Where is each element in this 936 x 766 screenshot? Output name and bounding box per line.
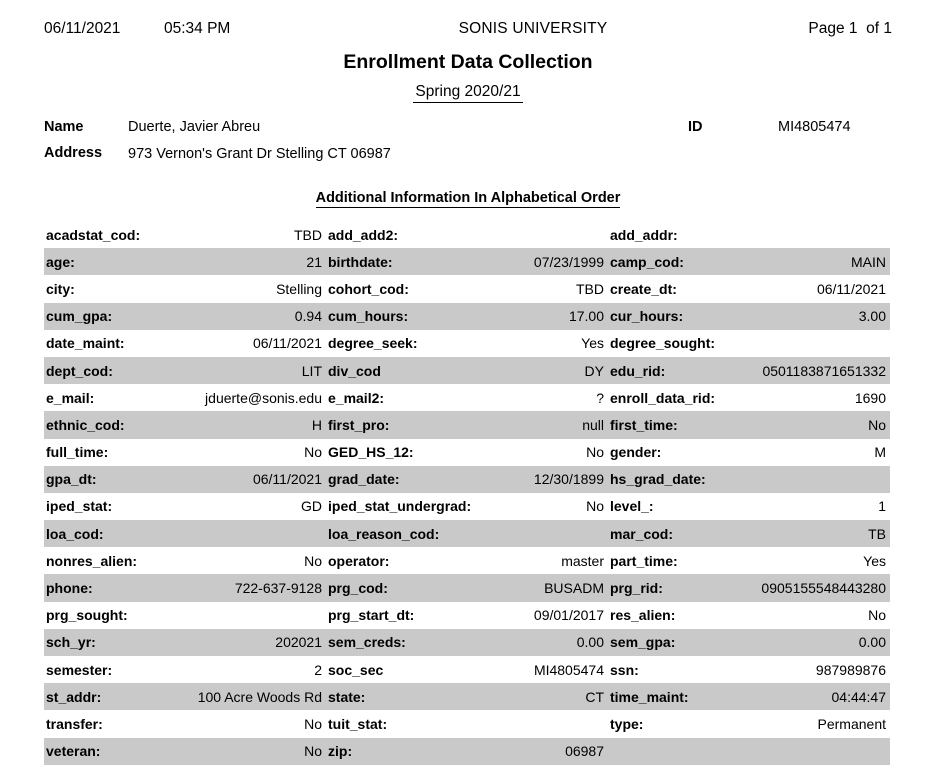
field-value: 722-637-9128 — [234, 580, 322, 597]
field-value — [758, 738, 890, 765]
field-label: div_cod — [328, 362, 381, 379]
field-label: sem_gpa: — [610, 634, 676, 651]
table-row — [44, 629, 890, 656]
field-value: Stelling — [276, 280, 322, 297]
field-value: No — [868, 416, 886, 433]
field-label: degree_seek: — [328, 335, 418, 352]
report-date: 06/11/2021 — [44, 20, 121, 37]
field-value: GD — [301, 498, 322, 515]
field-value: 07/23/1999 — [533, 253, 604, 270]
field-label: loa_cod: — [46, 525, 104, 542]
field-value: 04:44:47 — [831, 688, 886, 705]
field-value: H — [311, 416, 322, 433]
table-body — [44, 221, 890, 765]
field-value: 06/11/2021 — [252, 335, 322, 352]
field-label: ethnic_cod: — [46, 416, 125, 433]
field-label: veteran: — [46, 743, 101, 760]
field-label: nonres_alien: — [46, 552, 138, 569]
table-row — [44, 547, 890, 574]
field-label: type: — [610, 715, 644, 732]
table-row — [44, 574, 890, 601]
field-label: sch_yr: — [46, 634, 96, 651]
field-label: st_addr: — [46, 688, 102, 705]
section-title: Additional Information In Alphabetical Order — [315, 190, 621, 206]
field-value: No — [586, 498, 604, 515]
field-label: iped_stat: — [46, 498, 113, 515]
field-label: prg_cod: — [328, 580, 388, 597]
field-label: dept_cod: — [46, 362, 113, 379]
field-label: degree_sought: — [610, 335, 716, 352]
id-label: ID — [688, 119, 703, 135]
address-label: Address — [44, 145, 103, 161]
field-label: transfer: — [46, 715, 103, 732]
field-value: No — [304, 444, 322, 461]
table-row — [44, 602, 890, 629]
table-row — [44, 439, 890, 466]
additional-information-table — [44, 221, 890, 765]
field-label: add_addr: — [610, 226, 678, 243]
field-value: MI4805474 — [533, 661, 604, 678]
field-value: 06/11/2021 — [816, 280, 886, 297]
field-value: Yes — [863, 552, 886, 569]
field-value: No — [586, 444, 604, 461]
field-label: prg_start_dt: — [328, 607, 415, 624]
table-row — [44, 683, 890, 710]
field-label: iped_stat_undergrad: — [328, 498, 472, 515]
field-value: 0.94 — [294, 308, 322, 325]
field-label: acadstat_cod: — [46, 226, 141, 243]
field-value — [758, 466, 890, 493]
field-value — [758, 221, 890, 248]
report-header — [44, 20, 892, 38]
field-value: BUSADM — [544, 580, 604, 597]
field-label: enroll_data_rid: — [610, 389, 716, 406]
section-heading-wrapper — [44, 189, 892, 208]
field-value: 987989876 — [815, 661, 886, 678]
field-value: TBD — [294, 226, 322, 243]
field-label: prg_rid: — [610, 580, 663, 597]
student-identity-block — [44, 119, 892, 171]
field-value: 2 — [314, 661, 322, 678]
field-label: e_mail: — [46, 389, 95, 406]
field-value — [486, 221, 608, 248]
field-value — [149, 602, 326, 629]
field-value: No — [868, 607, 886, 624]
field-value: TBD — [576, 280, 604, 297]
table-row — [44, 710, 890, 737]
field-label: add_add2: — [328, 226, 399, 243]
field-value: MAIN — [851, 253, 886, 270]
field-value: 09/01/2017 — [533, 607, 604, 624]
field-value: Yes — [581, 335, 604, 352]
field-label: grad_date: — [328, 471, 400, 488]
field-label: cum_gpa: — [46, 308, 113, 325]
field-value: jduerte@sonis.edu — [205, 389, 322, 406]
table-row — [44, 275, 890, 302]
table-row — [44, 738, 890, 765]
field-label: cur_hours: — [610, 308, 684, 325]
field-label: prg_sought: — [46, 607, 128, 624]
field-value: 06987 — [565, 743, 604, 760]
field-value: 3.00 — [858, 308, 886, 325]
field-label: time_maint: — [610, 688, 689, 705]
address-value: 973 Vernon's Grant Dr Stelling CT 06987 — [128, 146, 391, 162]
field-value: 202021 — [275, 634, 322, 651]
field-label: e_mail2: — [328, 389, 385, 406]
field-value: 06/11/2021 — [252, 471, 322, 488]
table-row — [44, 520, 890, 547]
name-value: Duerte, Javier Abreu — [128, 119, 261, 135]
field-label: first_pro: — [328, 416, 390, 433]
field-value — [149, 520, 326, 547]
field-value — [486, 710, 608, 737]
field-value: CT — [585, 688, 604, 705]
field-label: level_: — [610, 498, 654, 515]
name-label: Name — [44, 119, 84, 135]
field-label: age: — [46, 253, 75, 270]
field-label: soc_sec — [328, 661, 384, 678]
field-value: TB — [868, 525, 886, 542]
field-label: gender: — [610, 444, 662, 461]
field-label: part_time: — [610, 552, 678, 569]
id-value: MI4805474 — [778, 119, 851, 135]
university-name: SONIS UNIVERSITY — [458, 20, 608, 37]
term-wrapper — [44, 83, 892, 103]
field-label: sem_creds: — [328, 634, 406, 651]
field-label — [608, 738, 758, 765]
field-label: cohort_cod: — [328, 280, 409, 297]
field-value: 0.00 — [858, 634, 886, 651]
field-value: 0501183871651332 — [762, 362, 886, 379]
field-value: 12/30/1899 — [533, 471, 604, 488]
field-value: No — [304, 743, 322, 760]
field-label: tuit_stat: — [328, 715, 388, 732]
field-label: operator: — [328, 552, 390, 569]
field-value: M — [874, 444, 886, 461]
field-value — [486, 520, 608, 547]
field-label: loa_reason_cod: — [328, 525, 440, 542]
field-value: LIT — [301, 362, 322, 379]
field-label: first_time: — [610, 416, 678, 433]
field-label: gpa_dt: — [46, 471, 97, 488]
field-label: hs_grad_date: — [610, 471, 706, 488]
field-label: create_dt: — [610, 280, 677, 297]
field-value: 21 — [306, 253, 322, 270]
field-label: phone: — [46, 580, 93, 597]
table-row — [44, 221, 890, 248]
table-row — [44, 411, 890, 438]
field-label: zip: — [328, 743, 353, 760]
page-title: Enrollment Data Collection — [343, 51, 593, 73]
table-row — [44, 248, 890, 275]
field-value — [758, 330, 890, 357]
field-value: 100 Acre Woods Rd — [197, 688, 322, 705]
table-row — [44, 330, 890, 357]
field-value: master — [561, 552, 604, 569]
term-label: Spring 2020/21 — [413, 83, 522, 103]
page-number: Page 1 of 1 — [808, 20, 892, 37]
field-value: 0905155548443280 — [761, 580, 886, 597]
field-value: ? — [596, 389, 604, 406]
field-value: No — [304, 552, 322, 569]
field-label: GED_HS_12: — [328, 444, 414, 461]
field-value: 0.00 — [576, 634, 604, 651]
field-label: city: — [46, 280, 75, 297]
table-row — [44, 303, 890, 330]
field-label: date_maint: — [46, 335, 125, 352]
field-label: state: — [328, 688, 366, 705]
field-label: full_time: — [46, 444, 109, 461]
table-row — [44, 493, 890, 520]
table-row — [44, 656, 890, 683]
field-label: cum_hours: — [328, 308, 409, 325]
field-value: 17.00 — [568, 308, 604, 325]
field-value: null — [582, 416, 604, 433]
field-label: birthdate: — [328, 253, 393, 270]
field-value: No — [304, 715, 322, 732]
field-value: DY — [584, 362, 604, 379]
table-row — [44, 357, 890, 384]
field-label: camp_cod: — [610, 253, 684, 270]
table-row — [44, 466, 890, 493]
table-row — [44, 384, 890, 411]
report-time: 05:34 PM — [164, 20, 231, 37]
field-label: mar_cod: — [610, 525, 674, 542]
field-label: ssn: — [610, 661, 639, 678]
field-label: edu_rid: — [610, 362, 666, 379]
field-value: 1690 — [854, 389, 886, 406]
field-value: Permanent — [817, 715, 886, 732]
field-value: 1 — [878, 498, 886, 515]
field-label: res_alien: — [610, 607, 676, 624]
field-label: semester: — [46, 661, 113, 678]
